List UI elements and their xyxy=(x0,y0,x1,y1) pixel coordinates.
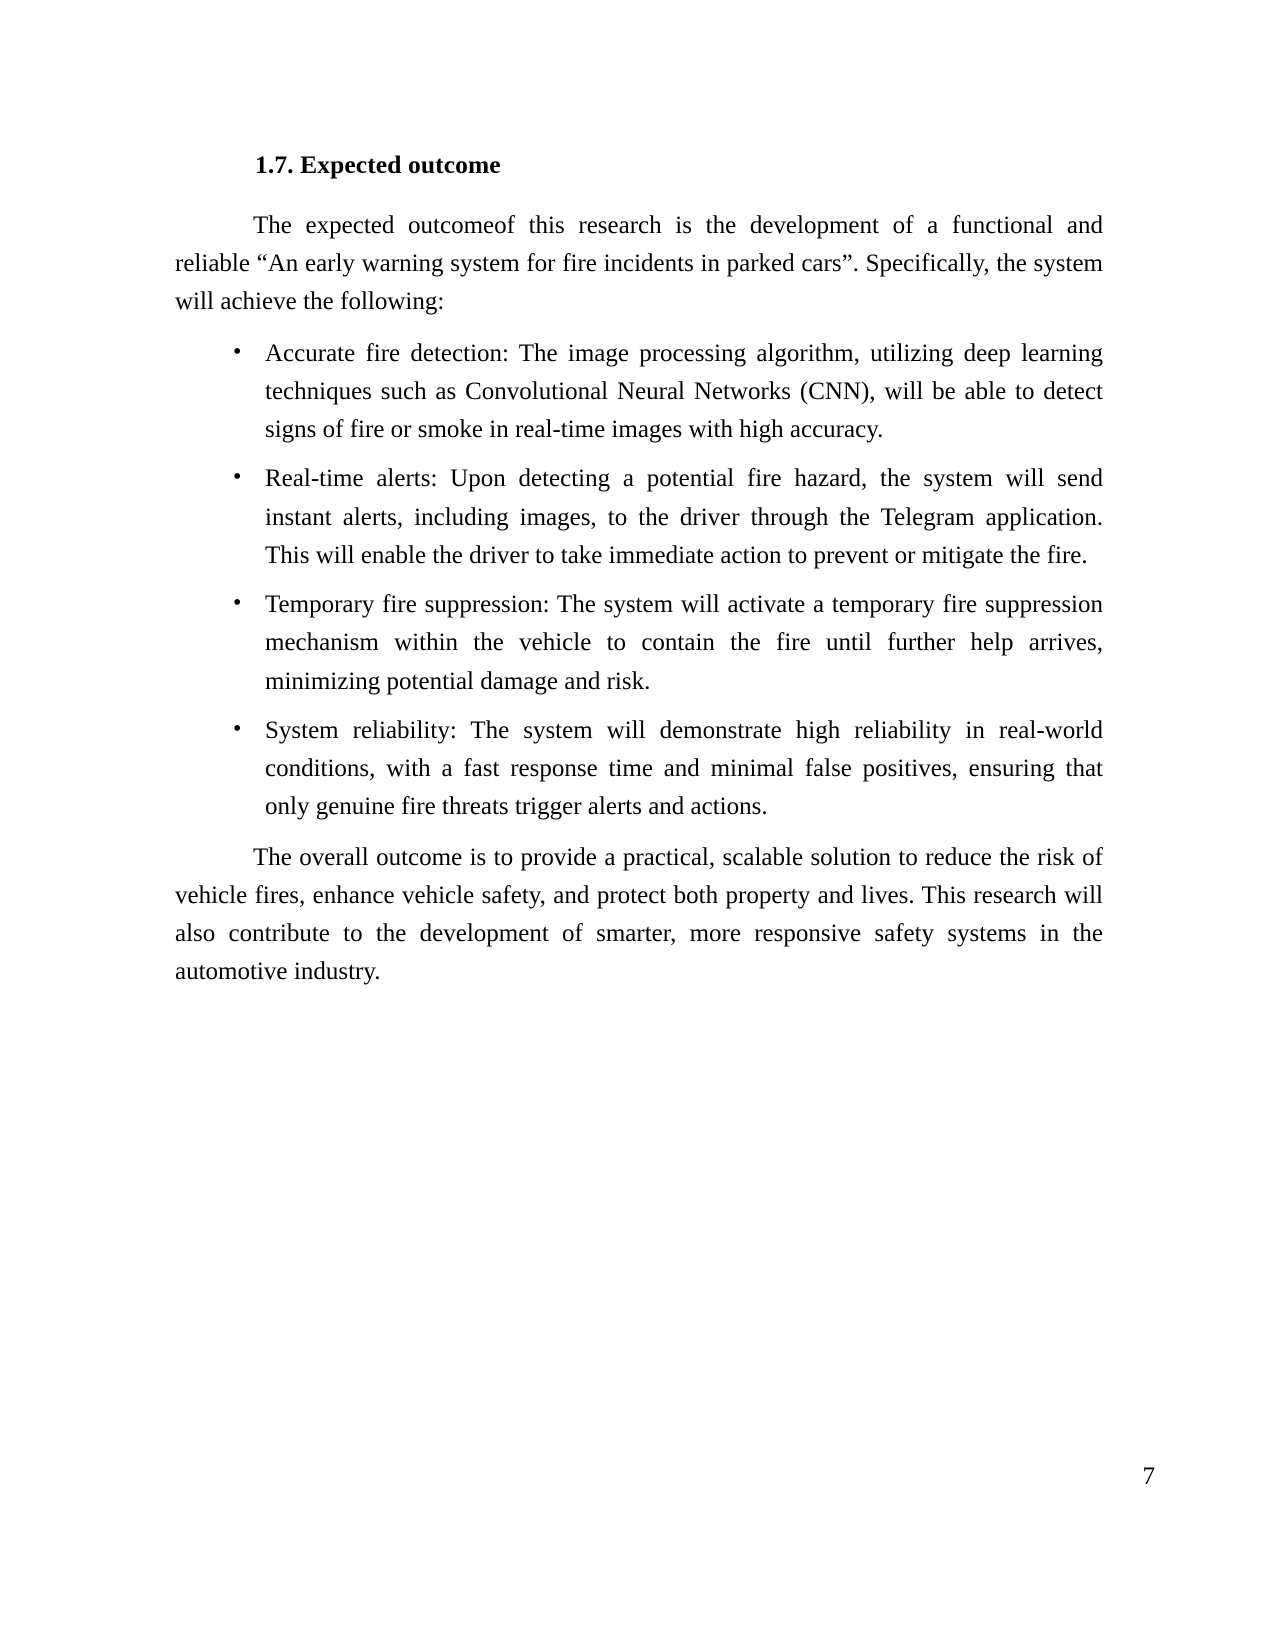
intro-paragraph: The expected outcomeof this research is the development of a functional and reliable “An early warning system for fire incidents in parked cars”. Specifically, the system will achieve the following: xyxy=(175,211,1103,315)
bullet-icon: • xyxy=(233,715,242,742)
list-item-text: Temporary fire suppression: The system will activate a temporary fire suppression mechanism within the vehicle to contain the fire until further help arrives, minimizing potential damage and risk. xyxy=(265,591,1103,695)
page-number: 7 xyxy=(1142,1463,1155,1490)
list-item xyxy=(175,335,1103,450)
list-item-text: System reliability: The system will demonstrate high reliability in real-world conditions, with a fast response time and minimal false positives, ensuring that only genuine fire threats trigger alerts and actions. xyxy=(265,716,1103,821)
expected-outcome-list xyxy=(175,335,1103,827)
bullet-icon: • xyxy=(233,338,242,365)
list-item-text: Accurate fire detection: The image processing algorithm, utilizing deep learning techniques such as Convolutional Neural Networks (CNN), will be able to detect signs of fire or smoke in real-time images with high accuracy. xyxy=(265,339,1103,444)
page-content xyxy=(175,150,1103,1001)
list-item xyxy=(175,460,1103,575)
section-heading: 1.7. Expected outcome xyxy=(255,150,501,179)
list-item xyxy=(175,712,1103,827)
bullet-icon: • xyxy=(233,590,242,617)
bullet-icon: • xyxy=(233,464,242,491)
list-item-text: Real-time alerts: Upon detecting a potential fire hazard, the system will send instant alerts, including images, to the driver through the Telegram application. This will enable the driver to take immediate action to prevent or mitigate the fire. xyxy=(265,465,1103,569)
list-item xyxy=(175,586,1103,701)
closing-paragraph: The overall outcome is to provide a practical, scalable solution to reduce the risk of vehicle fires, enhance vehicle safety, and protect both property and lives. This research will also contribute to the development of smarter, more responsive safety systems in the automotive industry. xyxy=(175,843,1103,985)
